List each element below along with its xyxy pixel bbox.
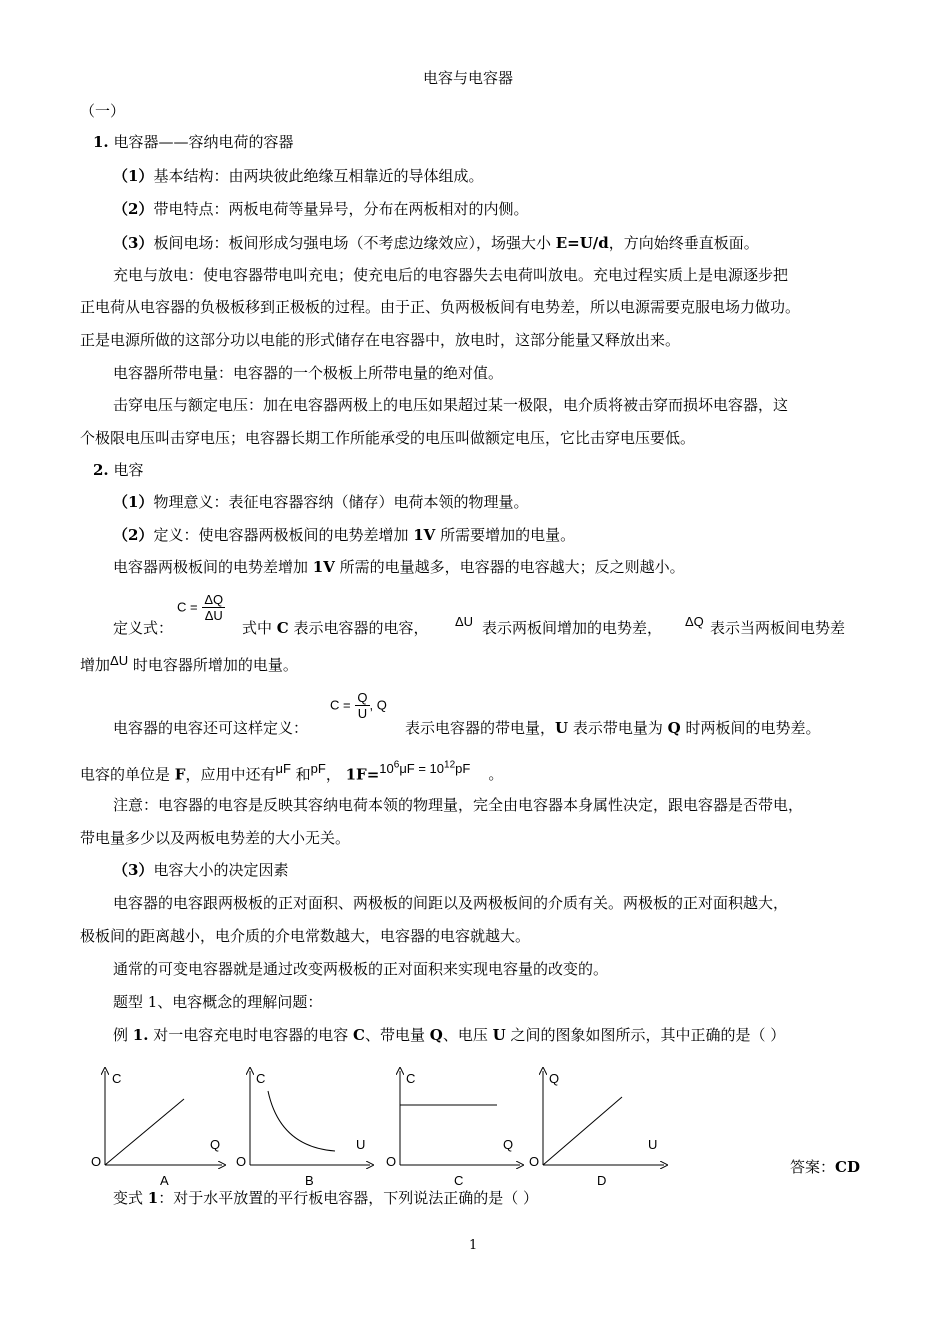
symbol-delta-u: ΔU: [455, 614, 474, 629]
unit-f: F: [174, 765, 186, 784]
text-part: 、带电量: [364, 1026, 430, 1044]
unit-uf: μF: [275, 761, 291, 777]
point-text: 带电特点：两板电荷等量异号，分布在两板相对的内侧。: [153, 200, 529, 218]
definition2-label: 电容器的电容还可这样定义：: [113, 719, 309, 737]
graph-option-letter: A: [160, 1173, 169, 1188]
charge-amount-text: 电容器所带电量：电容器的一个极板上所带电量的绝对值。: [113, 364, 504, 382]
point-definition: [113, 525, 575, 545]
paragraph-line: 电容器的电容跟两极板的正对面积、两极板的间距以及两极板间的介质有关。两极板的正对面积越大，: [113, 894, 789, 912]
graph-axis-label: U: [356, 1137, 366, 1152]
text-part: 变式: [113, 1189, 148, 1207]
symbol-u: U: [555, 719, 569, 737]
section-label: （一）: [80, 102, 126, 120]
formula-c-q-u: [330, 690, 387, 721]
text-part: ，: [325, 765, 346, 784]
graph-option-letter: B: [305, 1173, 314, 1188]
point-text: 定义：使电容器两极板间的电势差增加: [153, 526, 414, 544]
fraction-numerator: Q: [357, 690, 368, 705]
unit-pf: pF: [310, 761, 326, 777]
graph-axis-label: C: [112, 1071, 122, 1086]
graph-axis-label: U: [648, 1137, 658, 1152]
text-part: 表示电容器的电容，: [288, 619, 429, 637]
paragraph-line: 极板间的距离越小，电介质的介电常数越大，电容器的电容就越大。: [80, 927, 531, 945]
text-part: 例: [113, 1026, 133, 1044]
graph-origin: O: [91, 1154, 102, 1169]
variable-capacitor-text: 通常的可变电容器就是通过改变两极板的正对面积来实现电容量的改变的。: [113, 960, 609, 978]
heading-number: 2.: [93, 461, 109, 479]
graph-origin: O: [529, 1154, 540, 1169]
unit-1v: 1V: [413, 526, 436, 544]
heading-capacitance: [93, 460, 143, 480]
exponent: 6: [393, 760, 400, 771]
text-part: 之间的图象如图所示，其中正确的是（ ）: [505, 1026, 786, 1044]
point-text: 基本结构：由两块彼此绝缘互相靠近的导体组成。: [153, 167, 484, 185]
unit-line: [80, 762, 503, 785]
text-part: 所需的电量越多，电容器的电容越大；反之则越小。: [334, 558, 685, 576]
definition-label: 定义式：: [113, 619, 174, 637]
answer: [790, 1157, 860, 1177]
graph-axis-label: Q: [210, 1137, 221, 1152]
symbol-c: C: [276, 619, 289, 637]
paragraph-line: 注意：电容器的电容是反映其容纳电荷本领的物理量，完全由电容器本身属性决定，跟电容器是否带电，: [113, 796, 804, 814]
symbol-q: Q: [429, 1026, 443, 1044]
point-tail: 所需要增加的电量。: [435, 526, 576, 544]
text-part: 。: [488, 765, 504, 784]
capacitance-explain: [113, 557, 685, 577]
paragraph-line: 正电荷从电容器的负极板移到正极板的过程。由于正、负两极板间有电势差，所以电源需要克服电场力做功。: [80, 298, 801, 316]
unit-equation-label: 1F=: [345, 765, 380, 784]
point-number: （3）: [113, 861, 154, 879]
graph-a-line: [105, 1099, 184, 1165]
point-number: （3）: [113, 234, 154, 252]
definition-text: 表示两板间增加的电势差，: [482, 619, 663, 637]
fraction: [355, 690, 369, 721]
point-number: （1）: [113, 167, 154, 185]
text-part: 式中: [242, 619, 277, 637]
symbol-delta-q: ΔQ: [685, 614, 704, 629]
unit-1v: 1V: [312, 558, 335, 576]
graph-d-line: [543, 1097, 622, 1165]
graph-option-letter: C: [454, 1173, 464, 1188]
paragraph-line: 充电与放电：使电容器带电叫充电；使充电后的电容器失去电荷叫放电。充电过程实质上是电源逐步把: [113, 266, 789, 284]
text-part: ，应用中还有: [185, 765, 276, 784]
text-part: 表示带电量为: [568, 719, 668, 737]
text-part: μF = 10: [399, 761, 445, 777]
point-number: （2）: [113, 200, 154, 218]
variant-question: [113, 1188, 538, 1208]
graph-axis-label: C: [406, 1071, 416, 1086]
symbol-delta-u: ΔU: [110, 653, 129, 668]
question-type-heading: 题型 1、电容概念的理解问题：: [113, 993, 323, 1011]
paragraph-line: 个极限电压叫击穿电压；电容器长期工作所能承受的电压叫做额定电压，它比击穿电压要低。: [80, 429, 696, 447]
text-part: 对一电容充电时电容器的电容: [148, 1026, 353, 1044]
text-part: pF: [455, 761, 471, 777]
example-question: [113, 1025, 785, 1045]
text-part: 表示电容器的带电量，: [405, 719, 556, 737]
point-factors: [113, 860, 288, 880]
graph-b: [236, 1071, 370, 1188]
definition-text: [242, 618, 429, 638]
paragraph-line: 击穿电压与额定电压：加在电容器两极上的电压如果超过某一极限，电介质将被击穿而损坏电容器，这: [113, 396, 789, 414]
answer-label: 答案：: [790, 1158, 836, 1176]
paragraph-line: 带电量多少以及两板电势差的大小无关。: [80, 829, 351, 847]
text-part: 电容器两极板间的电势差增加: [113, 558, 313, 576]
text-part: 10: [379, 761, 394, 777]
page-number: 1: [469, 1238, 478, 1253]
formula-c-dq-du: [177, 592, 225, 623]
paragraph-line: 正是电源所做的这部分功以电能的形式储存在电容器中，放电时，这部分能量又释放出来。: [80, 331, 681, 349]
point-tail: ，方向始终垂直板面。: [608, 234, 759, 252]
symbol-u: U: [492, 1026, 506, 1044]
graph-origin: O: [236, 1154, 247, 1169]
answer-value: CD: [835, 1158, 860, 1176]
definition-line2: [80, 655, 298, 676]
symbol-q: Q: [667, 719, 681, 737]
formula-c-eq: C =: [177, 599, 198, 615]
fraction-numerator: ΔQ: [204, 592, 224, 607]
example-number: 1.: [132, 1026, 149, 1044]
text-part: 和: [290, 765, 311, 784]
field-formula: E=U/d: [555, 234, 609, 252]
formula-after: , Q: [369, 697, 387, 713]
heading-capacitor: [93, 132, 293, 152]
graph-a: [91, 1071, 222, 1188]
graph-option-letter: D: [597, 1173, 607, 1188]
graph-axis-label: C: [256, 1071, 266, 1086]
fraction-denominator: ΔU: [204, 608, 223, 623]
graph-d: [529, 1071, 664, 1188]
formula-c-eq: C =: [330, 697, 351, 713]
unit-equation: [379, 761, 470, 776]
symbol-c: C: [353, 1026, 365, 1044]
point-meaning: [113, 492, 528, 512]
graph-origin: O: [386, 1154, 397, 1169]
point-text: 板间电场：板间形成匀强电场（不考虑边缘效应），场强大小: [153, 234, 556, 252]
fraction-denominator: U: [357, 706, 368, 721]
heading-number: 1.: [93, 133, 109, 151]
graph-c: [386, 1071, 520, 1188]
graph-b-curve: [268, 1091, 335, 1151]
fraction: [202, 592, 225, 623]
graph-axis-label: Q: [503, 1137, 514, 1152]
text-part: 时两板间的电势差。: [680, 719, 821, 737]
heading-text: 电容器——容纳电荷的容器: [113, 133, 294, 151]
text-part: 时电容器所增加的电量。: [128, 656, 298, 674]
point-charge-feature: [113, 199, 528, 219]
point-number: （2）: [113, 526, 154, 544]
point-structure: [113, 166, 483, 186]
text-part: 电容的单位是: [80, 765, 175, 784]
text-part: ：对于水平放置的平行板电容器，下列说法正确的是（ ）: [158, 1189, 538, 1207]
page-title: 电容与电容器: [423, 69, 514, 87]
point-field: [113, 233, 759, 253]
variant-number: 1: [147, 1189, 159, 1207]
heading-text: 电容: [113, 461, 144, 479]
point-text: 物理意义：表征电容器容纳（储存）电荷本领的物理量。: [153, 493, 529, 511]
definition2-text: [405, 718, 821, 738]
graph-axis-label: Q: [549, 1071, 560, 1086]
text-part: 、电压: [442, 1026, 493, 1044]
point-text: 电容大小的决定因素: [153, 861, 289, 879]
text-part: 增加: [80, 656, 111, 674]
definition-text: 表示当两板间电势差: [710, 619, 846, 637]
exponent: 12: [444, 760, 456, 771]
point-number: （1）: [113, 493, 154, 511]
